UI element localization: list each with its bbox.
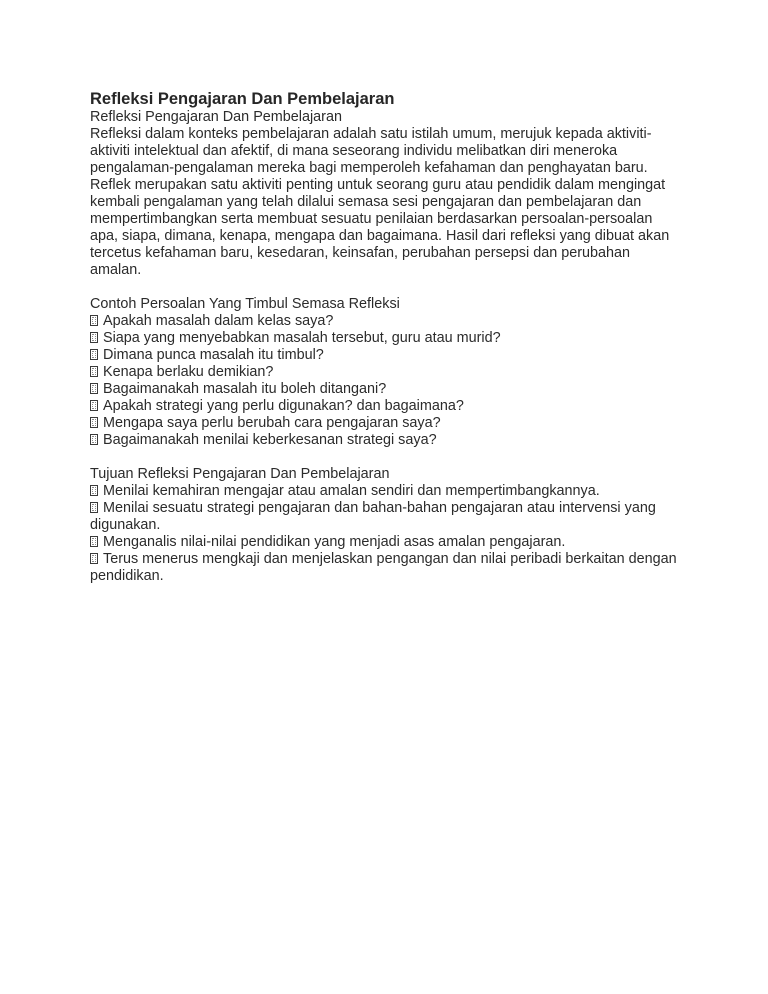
- list-item: [90, 534, 680, 551]
- missing-glyph-box-icon: [90, 349, 98, 360]
- missing-glyph-box-icon: [90, 366, 98, 377]
- list-item-text: Apakah masalah dalam kelas saya?: [103, 313, 334, 329]
- list-item-text: Apakah strategi yang perlu digunakan? dan bagaimana?: [103, 398, 464, 414]
- list-item-text: Bagaimanakah menilai keberkesanan strategi saya?: [103, 432, 437, 448]
- document-subtitle: Refleksi Pengajaran Dan Pembelajaran: [90, 109, 342, 125]
- list-item: [90, 500, 680, 534]
- missing-glyph-box-icon: [90, 332, 98, 343]
- list-item: [90, 398, 680, 415]
- list-item: [90, 432, 680, 449]
- document-page: [90, 89, 680, 585]
- list-item-text: Kenapa berlaku demikian?: [103, 364, 274, 380]
- list-item: [90, 415, 680, 432]
- intro-paragraph: Refleksi dalam konteks pembelajaran adalah satu istilah umum, merujuk kepada aktiviti-aktiviti intelektual dan afektif, di mana seseorang individu melibatkan diri meneroka pengalaman-pengalaman mereka bagi memperoleh kefahaman dan penghayatan baru. Reflek merupakan satu aktiviti penting untuk seorang guru atau pendidik dalam mengingat kembali pengalaman yang telah dilalui semasa sesi pengajaran dan pembelajaran dan mempertimbangkan serta membuat sesuatu penilaian berdasarkan persoalan-persoalan apa, siapa, dimana, kenapa, mengapa dan bagaimana. Hasil dari refleksi yang dibuat akan tercetus kefahaman baru, kesedaran, keinsafan, perubahan persepsi dan perubahan amalan.: [90, 126, 670, 278]
- list-item-text: Menilai kemahiran mengajar atau amalan sendiri dan mempertimbangkannya.: [103, 483, 600, 499]
- missing-glyph-box-icon: [90, 434, 98, 445]
- list-item: [90, 483, 680, 500]
- section-purposes: [90, 466, 680, 585]
- list-item: [90, 551, 680, 585]
- missing-glyph-box-icon: [90, 485, 98, 496]
- section-questions-heading: Contoh Persoalan Yang Timbul Semasa Refleksi: [90, 296, 400, 312]
- missing-glyph-box-icon: [90, 502, 98, 513]
- missing-glyph-box-icon: [90, 315, 98, 326]
- list-item: [90, 330, 680, 347]
- section-questions: [90, 296, 680, 449]
- missing-glyph-box-icon: [90, 553, 98, 564]
- purpose-list: [90, 483, 680, 585]
- question-list: [90, 313, 680, 449]
- list-item-text: Mengapa saya perlu berubah cara pengajaran saya?: [103, 415, 441, 431]
- list-item: [90, 364, 680, 381]
- section-purposes-heading: Tujuan Refleksi Pengajaran Dan Pembelajaran: [90, 466, 390, 482]
- document-title: Refleksi Pengajaran Dan Pembelajaran: [90, 90, 395, 108]
- list-item: [90, 381, 680, 398]
- missing-glyph-box-icon: [90, 383, 98, 394]
- list-item-text: Siapa yang menyebabkan masalah tersebut, guru atau murid?: [103, 330, 501, 346]
- list-item: [90, 347, 680, 364]
- list-item: [90, 313, 680, 330]
- list-item-text: Terus menerus mengkaji dan menjelaskan pengangan dan nilai peribadi berkaitan dengan pendidikan.: [90, 551, 677, 584]
- list-item-text: Menganalis nilai-nilai pendidikan yang menjadi asas amalan pengajaran.: [103, 534, 566, 550]
- missing-glyph-box-icon: [90, 536, 98, 547]
- list-item-text: Dimana punca masalah itu timbul?: [103, 347, 324, 363]
- list-item-text: Bagaimanakah masalah itu boleh ditangani?: [103, 381, 387, 397]
- list-item-text: Menilai sesuatu strategi pengajaran dan bahan-bahan pengajaran atau intervensi yang digunakan.: [90, 500, 656, 533]
- missing-glyph-box-icon: [90, 400, 98, 411]
- missing-glyph-box-icon: [90, 417, 98, 428]
